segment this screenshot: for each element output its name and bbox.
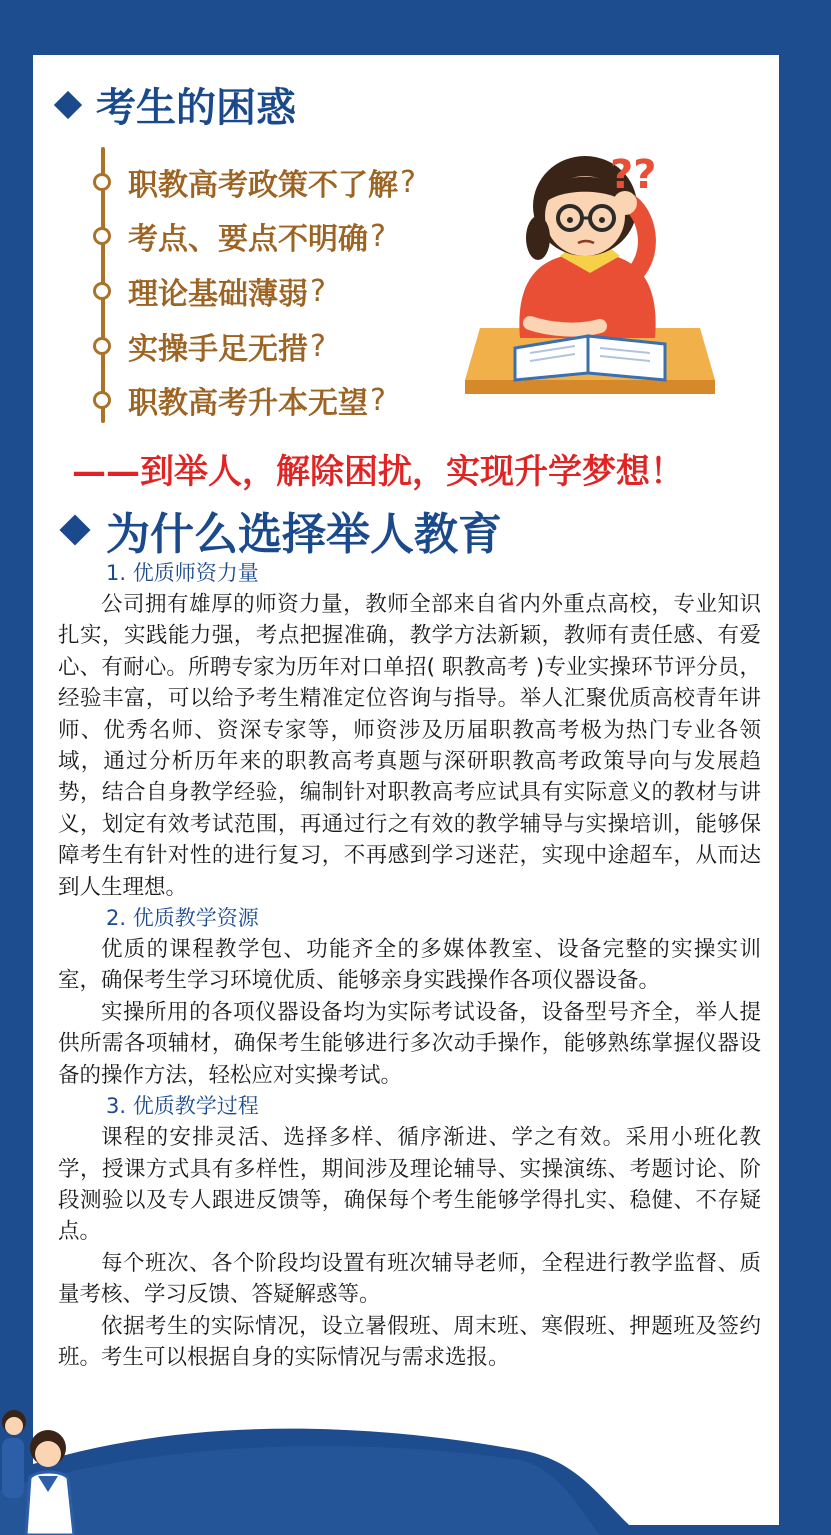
subheading: 2. 优质教学资源 xyxy=(106,906,259,931)
question-item xyxy=(93,324,326,368)
subheading: 1. 优质师资力量 xyxy=(106,561,259,585)
timeline-dot-icon xyxy=(93,227,111,245)
question-mark: ? xyxy=(310,328,326,364)
section-title-why-choose xyxy=(64,498,502,562)
paragraph: 每个班次、各个阶段均设置有班次辅导老师，全程进行教学监督、质量考核、学习反馈、答疑解惑等。 xyxy=(58,1250,761,1308)
question-text: 考点、要点不明确 xyxy=(128,222,368,257)
section-title-confusion xyxy=(58,76,296,133)
question-item xyxy=(93,269,326,313)
question-item xyxy=(93,378,386,422)
paragraph: 公司拥有雄厚的师资力量，教师全部来自省内外重点高校，专业知识扎实，实践能力强，考点把握准确，教学方法新颖，教师有责任感、有爱心、有耐心。所聘专家为历年对口单招( 职教高考 )专业实操环节评分员，经验丰富，可以给予考生精准定位咨询与指导。举人汇聚优质高校青年讲师、优秀名师、资深专家等，师资涉及历届职教高考极为热门专业各领域，通过分析历年来的职教高考真题与深研职教高考政策导向与发展趋势，结合自身教学经验，编制针对职教高考应试具有实际意义的教材与讲义，划定有效考试范围，再通过行之有效的教学辅导与实操培训，能够保障考生有针对性的进行复习，不再感到学习迷茫，实现中途超车，从而达到人生理想。 xyxy=(58,592,761,900)
question-mark: ? xyxy=(400,164,416,200)
bottom-wave-decoration xyxy=(0,1380,831,1535)
timeline-dot-icon xyxy=(93,282,111,300)
diamond-bullet-icon xyxy=(54,90,82,118)
question-mark: ? xyxy=(370,382,386,418)
question-text: 职教高考政策不了解 xyxy=(128,168,398,203)
question-mark: ? xyxy=(310,273,326,309)
timeline-dot-icon xyxy=(93,173,111,191)
paragraph: 依据考生的实际情况，设立暑假班、周末班、寒假班、押题班及签约班。考生可以根据自身的实际情况与需求选报。 xyxy=(58,1313,761,1370)
body-text xyxy=(58,558,761,1373)
question-text: 实操手足无措 xyxy=(128,332,308,367)
question-marks-text: ?? xyxy=(610,152,657,198)
students-illustration xyxy=(0,1400,80,1535)
section-title-text: 考生的困惑 xyxy=(96,85,296,131)
question-item xyxy=(93,214,386,258)
timeline-dot-icon xyxy=(93,337,111,355)
paragraph: 实操所用的各项仪器设备均为实际考试设备，设备型号齐全，举人提供所需各项辅材，确保考生能够进行多次动手操作，能够熟练掌握仪器设备的操作方法，轻松应对实操考试。 xyxy=(58,999,761,1088)
question-text: 理论基础薄弱 xyxy=(128,277,308,312)
section-title-text: 为什么选择举人教育 xyxy=(106,509,502,560)
paragraph: 优质的课程教学包、功能齐全的多媒体教室、设备完整的实操实训室，确保考生学习环境优质、能够亲身实践操作各项仪器设备。 xyxy=(58,937,761,994)
diamond-bullet-icon xyxy=(59,514,90,545)
question-mark: ? xyxy=(370,218,386,254)
question-text: 职教高考升本无望 xyxy=(128,386,368,421)
paragraph: 课程的安排灵活、选择多样、循序渐进、学之有效。采用小班化教学，授课方式具有多样性，期间涉及理论辅导、实操演练、考题讨论、阶段测验以及专人跟进反馈等，确保每个考生能够学得扎实、稳健、不存疑点。 xyxy=(58,1125,761,1245)
confused-student-illustration xyxy=(460,148,725,403)
question-item xyxy=(93,160,416,204)
slogan-text: ——到举人，解除困扰，实现升学梦想！ xyxy=(72,452,684,492)
timeline-dot-icon xyxy=(93,391,111,409)
subheading: 3. 优质教学过程 xyxy=(106,1094,259,1119)
